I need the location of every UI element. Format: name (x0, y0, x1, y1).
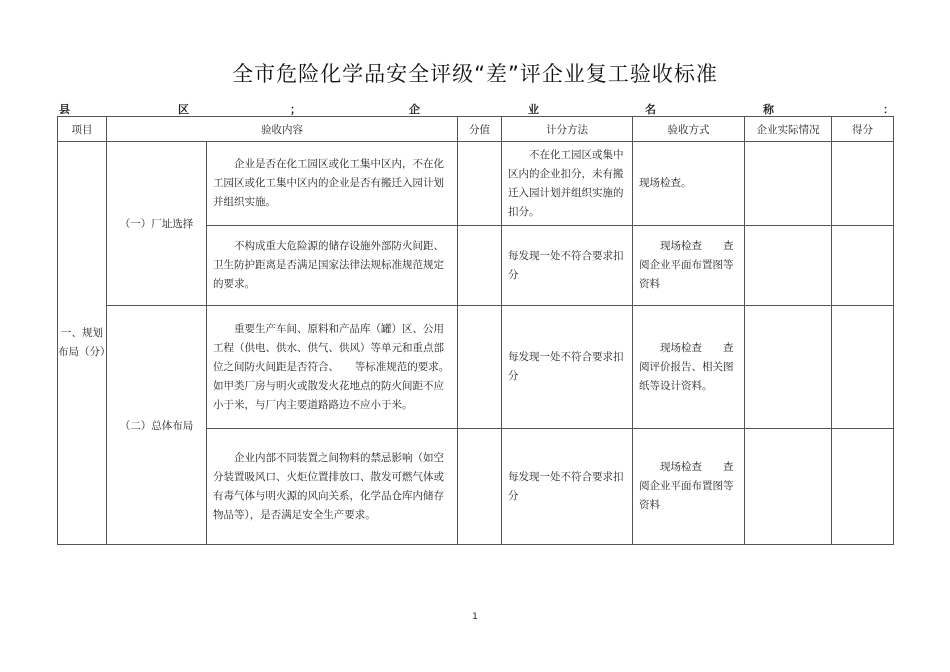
subhead-district: 区 (178, 103, 189, 116)
header-score: 分值 (458, 117, 502, 142)
row-content: 企业内部不同装置之间物料的禁忌影响（如空分装置吸风口、火炬位置排放口、散发可燃气体或有毒气体与明火源的风向关系，化学品仓库内储存物品等），是否满足安全生产要求。 (207, 429, 458, 545)
row-content: 重要生产车间、原料和产品库（罐）区、公用工程（供电、供水、供气、供风）等单元和重点部位之间防火间距是否符合、 等标准规范的要求。如甲类厂房与明火或散发火花地点的防火间距不应小于米，与厂内主要道路路边不应小于米。 (207, 306, 458, 429)
form-subheader (57, 101, 893, 117)
subhead-county: 县 (59, 103, 70, 116)
row-score (458, 429, 502, 545)
row-scoring-method: 每发现一处不符合要求扣分 (502, 226, 633, 306)
subhead-name: 名 (645, 103, 656, 116)
row-score (458, 226, 502, 306)
header-points: 得分 (832, 117, 894, 142)
subhead-called: 称 (763, 103, 774, 116)
document-title: 全市危险化学品安全评级“差”评企业复工验收标准 (232, 62, 718, 86)
header-check-method: 验收方式 (633, 117, 745, 142)
section-planning-layout: 一、规划布局（分） (58, 142, 107, 545)
row-points (832, 306, 894, 429)
row-check-method: 现场检查 查阅评价报告、相关图纸等设计资料。 (633, 306, 745, 429)
row-scoring-method: 不在化工园区或集中区内的企业扣分，未有搬迁入园计划并组织实施的扣分。 (502, 142, 633, 226)
table-header-row (58, 117, 894, 142)
header-content: 验收内容 (107, 117, 458, 142)
subhead-industry: 业 (528, 103, 539, 116)
row-actual-situation (745, 142, 832, 226)
row-check-method: 现场检查 查阅企业平面布置图等资料 (633, 429, 745, 545)
header-project: 项目 (58, 117, 107, 142)
row-points (832, 142, 894, 226)
row-actual-situation (745, 429, 832, 545)
row-scoring-method: 每发现一处不符合要求扣分 (502, 306, 633, 429)
subhead-company: 企 (409, 103, 420, 116)
row-score (458, 306, 502, 429)
row-score (458, 142, 502, 226)
row-check-method: 现场检查 查阅企业平面布置图等资料 (633, 226, 745, 306)
group-site-selection: （一）厂址选择 (107, 142, 207, 306)
row-content: 企业是否在化工园区或化工集中区内，不在化工园区或化工集中区内的企业是否有搬迁入园计划并组织实施。 (207, 142, 458, 226)
inspection-standard-table (57, 116, 894, 545)
header-actual-situation: 企业实际情况 (745, 117, 832, 142)
row-content: 不构成重大危险源的储存设施外部防火间距、卫生防护距离是否满足国家法律法规标准规范规定的要求。 (207, 226, 458, 306)
row-actual-situation (745, 226, 832, 306)
row-points (832, 226, 894, 306)
row-check-method: 现场检查。 (633, 142, 745, 226)
header-scoring-method: 计分方法 (502, 117, 633, 142)
row-points (832, 429, 894, 545)
table-row (58, 306, 894, 429)
group-overall-layout: （二）总体布局 (107, 306, 207, 545)
table-row (58, 142, 894, 226)
row-scoring-method: 每发现一处不符合要求扣分 (502, 429, 633, 545)
subhead-separator-2: ： (883, 103, 894, 116)
page-number: 1 (472, 612, 478, 622)
row-actual-situation (745, 306, 832, 429)
subhead-separator-1: ； (290, 103, 301, 116)
